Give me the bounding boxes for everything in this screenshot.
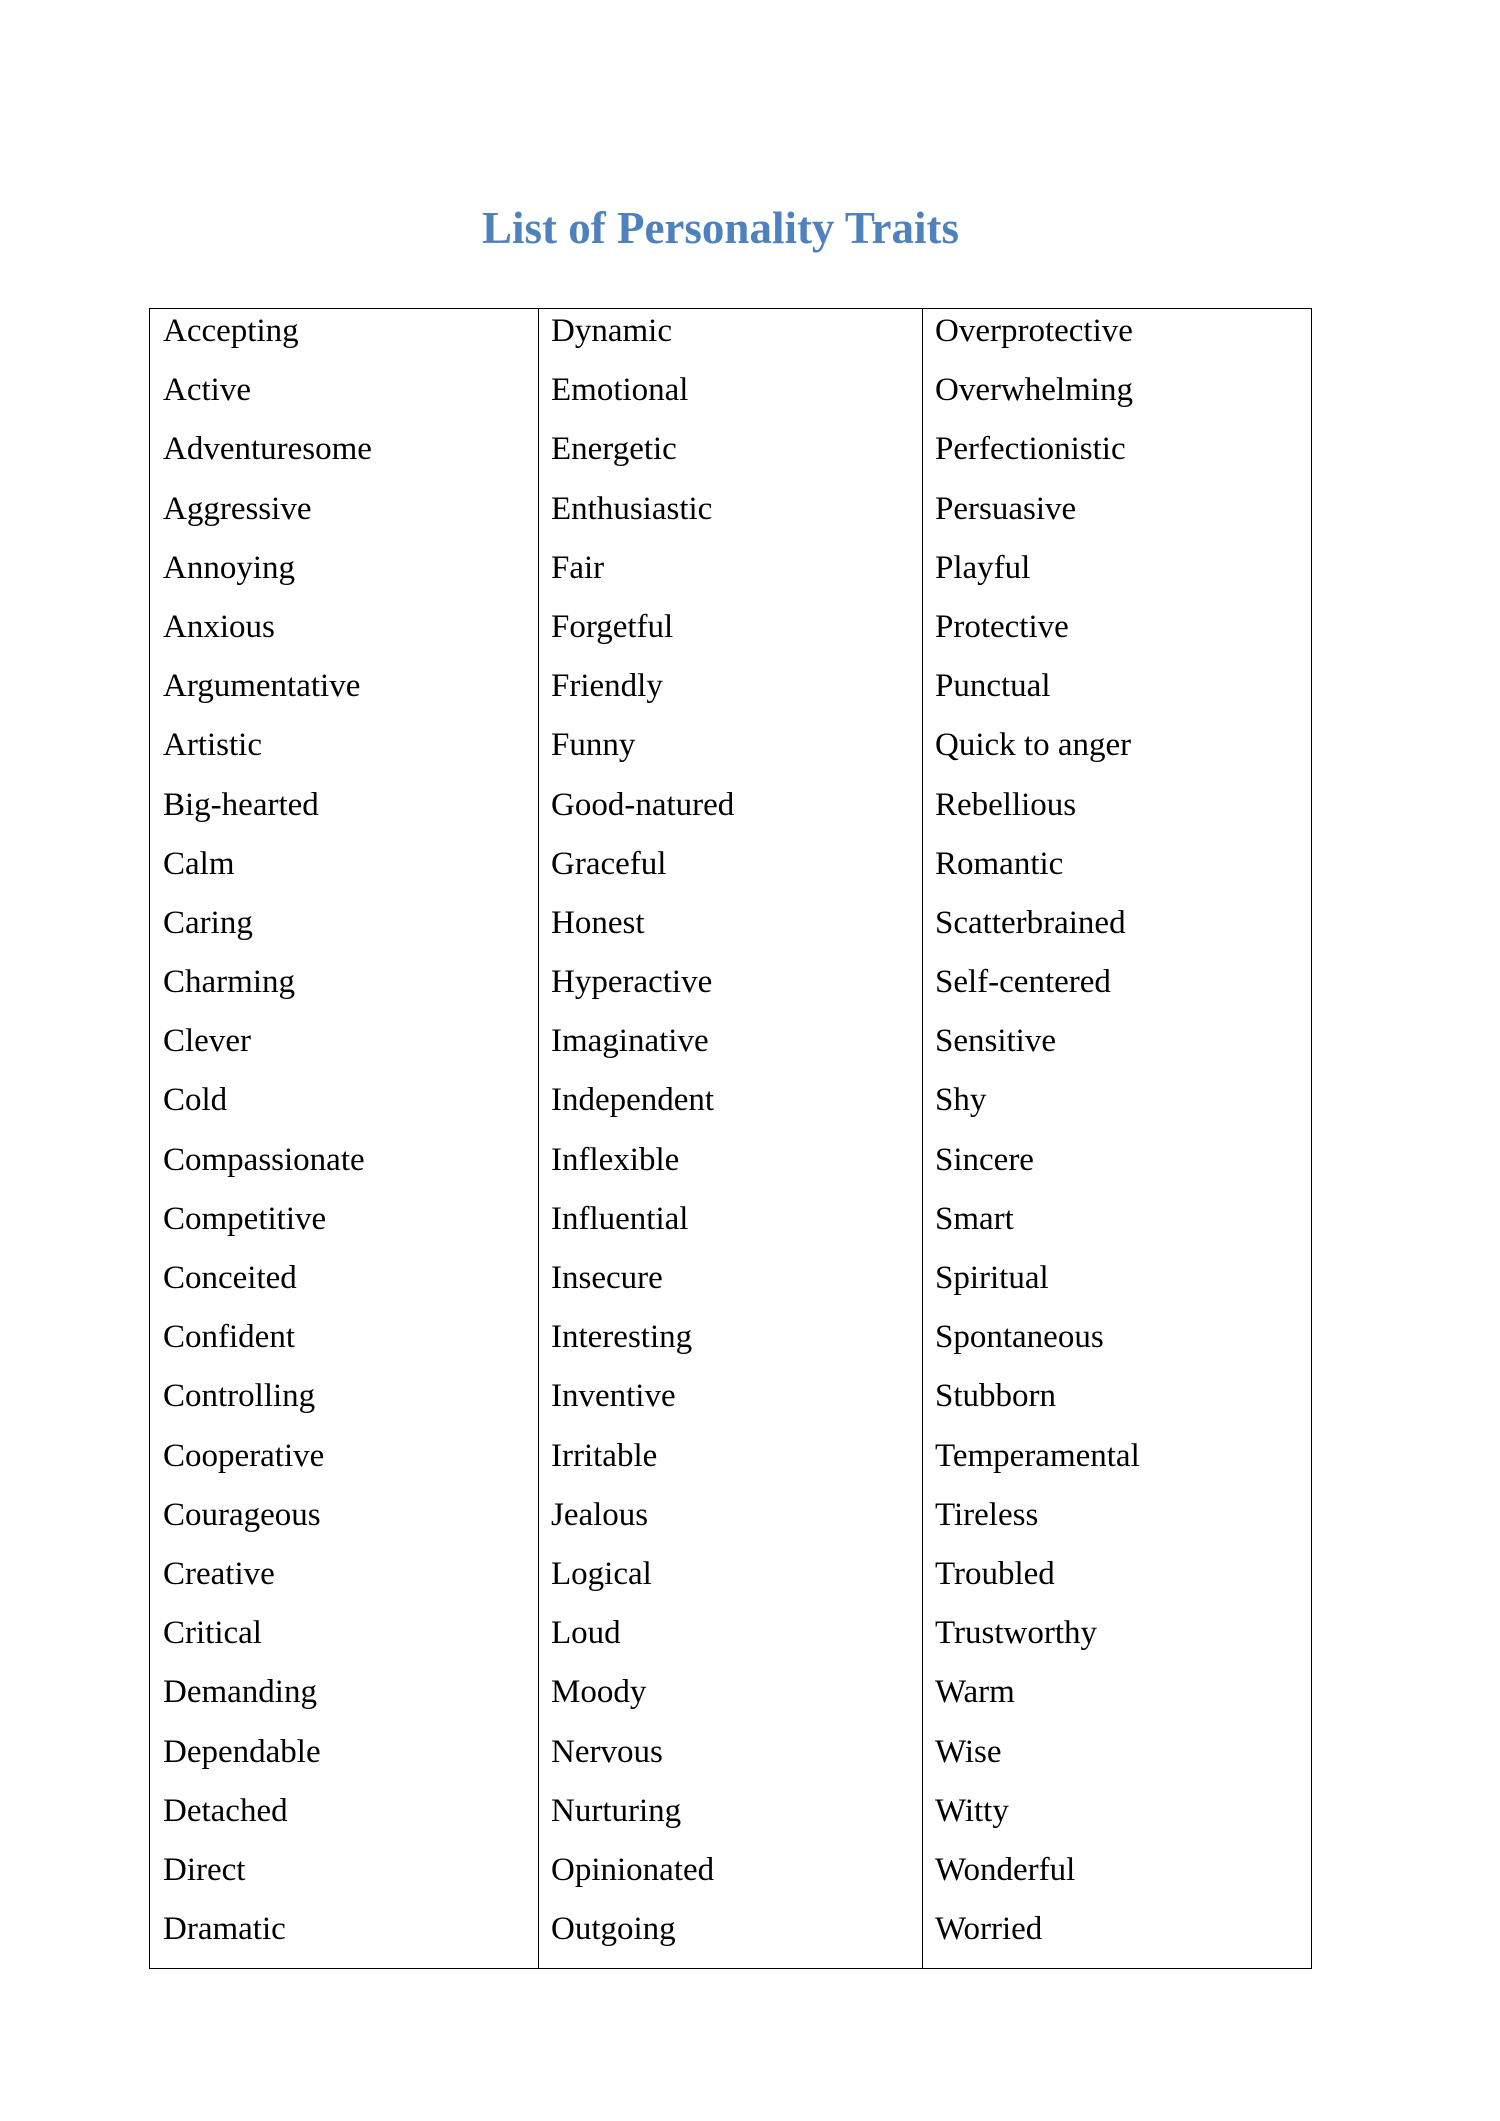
trait-cell: Insecure bbox=[551, 1260, 663, 1296]
traits-table bbox=[149, 308, 1312, 1969]
trait-cell: Dependable bbox=[163, 1733, 321, 1770]
trait-cell: Emotional bbox=[551, 372, 689, 409]
trait-cell: Scatterbrained bbox=[935, 904, 1126, 941]
trait-cell: Enthusiastic bbox=[551, 490, 713, 527]
trait-cell: Artistic bbox=[163, 727, 262, 764]
trait-cell: Honest bbox=[551, 904, 645, 941]
trait-cell: Energetic bbox=[551, 431, 677, 468]
trait-cell: Spontaneous bbox=[935, 1319, 1104, 1356]
trait-cell: Stubborn bbox=[935, 1378, 1057, 1415]
trait-cell: Troubled bbox=[935, 1555, 1055, 1592]
trait-cell: Interesting bbox=[551, 1319, 693, 1356]
trait-cell: Controlling bbox=[163, 1378, 316, 1415]
trait-cell: Independent bbox=[551, 1082, 715, 1119]
trait-cell: Sincere bbox=[935, 1141, 1034, 1178]
trait-cell: Temperamental bbox=[935, 1437, 1140, 1474]
trait-cell: Dynamic bbox=[551, 313, 672, 349]
trait-cell: Cold bbox=[163, 1082, 228, 1119]
trait-cell: Playful bbox=[935, 549, 1031, 586]
trait-cell: Anxious bbox=[163, 608, 275, 645]
trait-cell: Outgoing bbox=[551, 1911, 676, 1948]
trait-cell: Smart bbox=[935, 1200, 1014, 1237]
trait-cell: Clever bbox=[163, 1023, 251, 1060]
trait-cell: Opinionated bbox=[551, 1851, 715, 1888]
trait-cell: Nervous bbox=[551, 1733, 663, 1770]
page-title: List of Personality Traits bbox=[481, 203, 960, 253]
trait-cell: Nurturing bbox=[551, 1792, 682, 1829]
trait-cell: Direct bbox=[163, 1851, 246, 1888]
trait-cell: Tireless bbox=[935, 1496, 1039, 1533]
trait-cell: Wonderful bbox=[935, 1851, 1076, 1888]
trait-cell: Warm bbox=[935, 1674, 1015, 1711]
trait-cell: Forgetful bbox=[551, 608, 674, 645]
trait-cell: Overwhelming bbox=[935, 372, 1133, 409]
trait-cell: Worried bbox=[935, 1911, 1043, 1948]
trait-cell: Charming bbox=[163, 964, 295, 1001]
trait-cell: Quick to anger bbox=[935, 727, 1132, 764]
trait-cell: Dramatic bbox=[163, 1911, 286, 1948]
trait-cell: Adventuresome bbox=[163, 431, 372, 468]
trait-cell: Calm bbox=[163, 845, 235, 882]
trait-cell: Demanding bbox=[163, 1674, 317, 1711]
trait-cell: Persuasive bbox=[935, 490, 1077, 527]
trait-cell: Moody bbox=[551, 1674, 647, 1711]
trait-cell: Inflexible bbox=[551, 1141, 680, 1178]
trait-cell: Irritable bbox=[551, 1437, 658, 1474]
trait-cell: Annoying bbox=[163, 549, 295, 586]
trait-cell: Self-centered bbox=[935, 964, 1111, 1001]
trait-cell: Witty bbox=[935, 1792, 1009, 1829]
trait-cell: Detached bbox=[163, 1792, 288, 1829]
trait-column-2 bbox=[539, 309, 923, 1968]
trait-cell: Compassionate bbox=[163, 1141, 365, 1178]
trait-cell: Trustworthy bbox=[935, 1615, 1097, 1652]
trait-cell: Critical bbox=[163, 1615, 262, 1652]
trait-cell: Big-hearted bbox=[163, 786, 319, 823]
trait-cell: Inventive bbox=[551, 1378, 676, 1415]
trait-cell: Cooperative bbox=[163, 1437, 325, 1474]
trait-cell: Confident bbox=[163, 1319, 295, 1356]
trait-cell: Sensitive bbox=[935, 1023, 1056, 1060]
trait-cell: Overprotective bbox=[935, 313, 1133, 349]
trait-cell: Protective bbox=[935, 608, 1069, 645]
trait-cell: Active bbox=[163, 372, 251, 409]
trait-cell: Perfectionistic bbox=[935, 431, 1126, 468]
trait-cell: Caring bbox=[163, 904, 253, 941]
trait-cell: Rebellious bbox=[935, 786, 1077, 823]
trait-cell: Courageous bbox=[163, 1496, 321, 1533]
trait-cell: Imaginative bbox=[551, 1023, 709, 1060]
trait-cell: Accepting bbox=[163, 313, 299, 349]
trait-cell: Logical bbox=[551, 1555, 652, 1592]
trait-cell: Funny bbox=[551, 727, 636, 764]
trait-cell: Creative bbox=[163, 1555, 275, 1592]
trait-cell: Conceited bbox=[163, 1260, 297, 1296]
trait-cell: Punctual bbox=[935, 668, 1051, 705]
trait-column-3 bbox=[923, 309, 1311, 1968]
trait-cell: Aggressive bbox=[163, 490, 312, 527]
trait-cell: Loud bbox=[551, 1615, 621, 1652]
trait-cell: Competitive bbox=[163, 1200, 327, 1237]
trait-cell: Jealous bbox=[551, 1496, 649, 1533]
trait-cell: Graceful bbox=[551, 845, 667, 882]
trait-cell: Good-natured bbox=[551, 786, 735, 823]
trait-cell: Romantic bbox=[935, 845, 1064, 882]
trait-cell: Hyperactive bbox=[551, 964, 713, 1001]
trait-cell: Wise bbox=[935, 1733, 1002, 1770]
trait-cell: Spiritual bbox=[935, 1260, 1049, 1296]
trait-cell: Fair bbox=[551, 549, 605, 586]
trait-cell: Argumentative bbox=[163, 668, 361, 705]
trait-cell: Friendly bbox=[551, 668, 663, 705]
trait-column-1 bbox=[150, 309, 539, 1968]
trait-cell: Shy bbox=[935, 1082, 987, 1119]
trait-cell: Influential bbox=[551, 1200, 689, 1237]
